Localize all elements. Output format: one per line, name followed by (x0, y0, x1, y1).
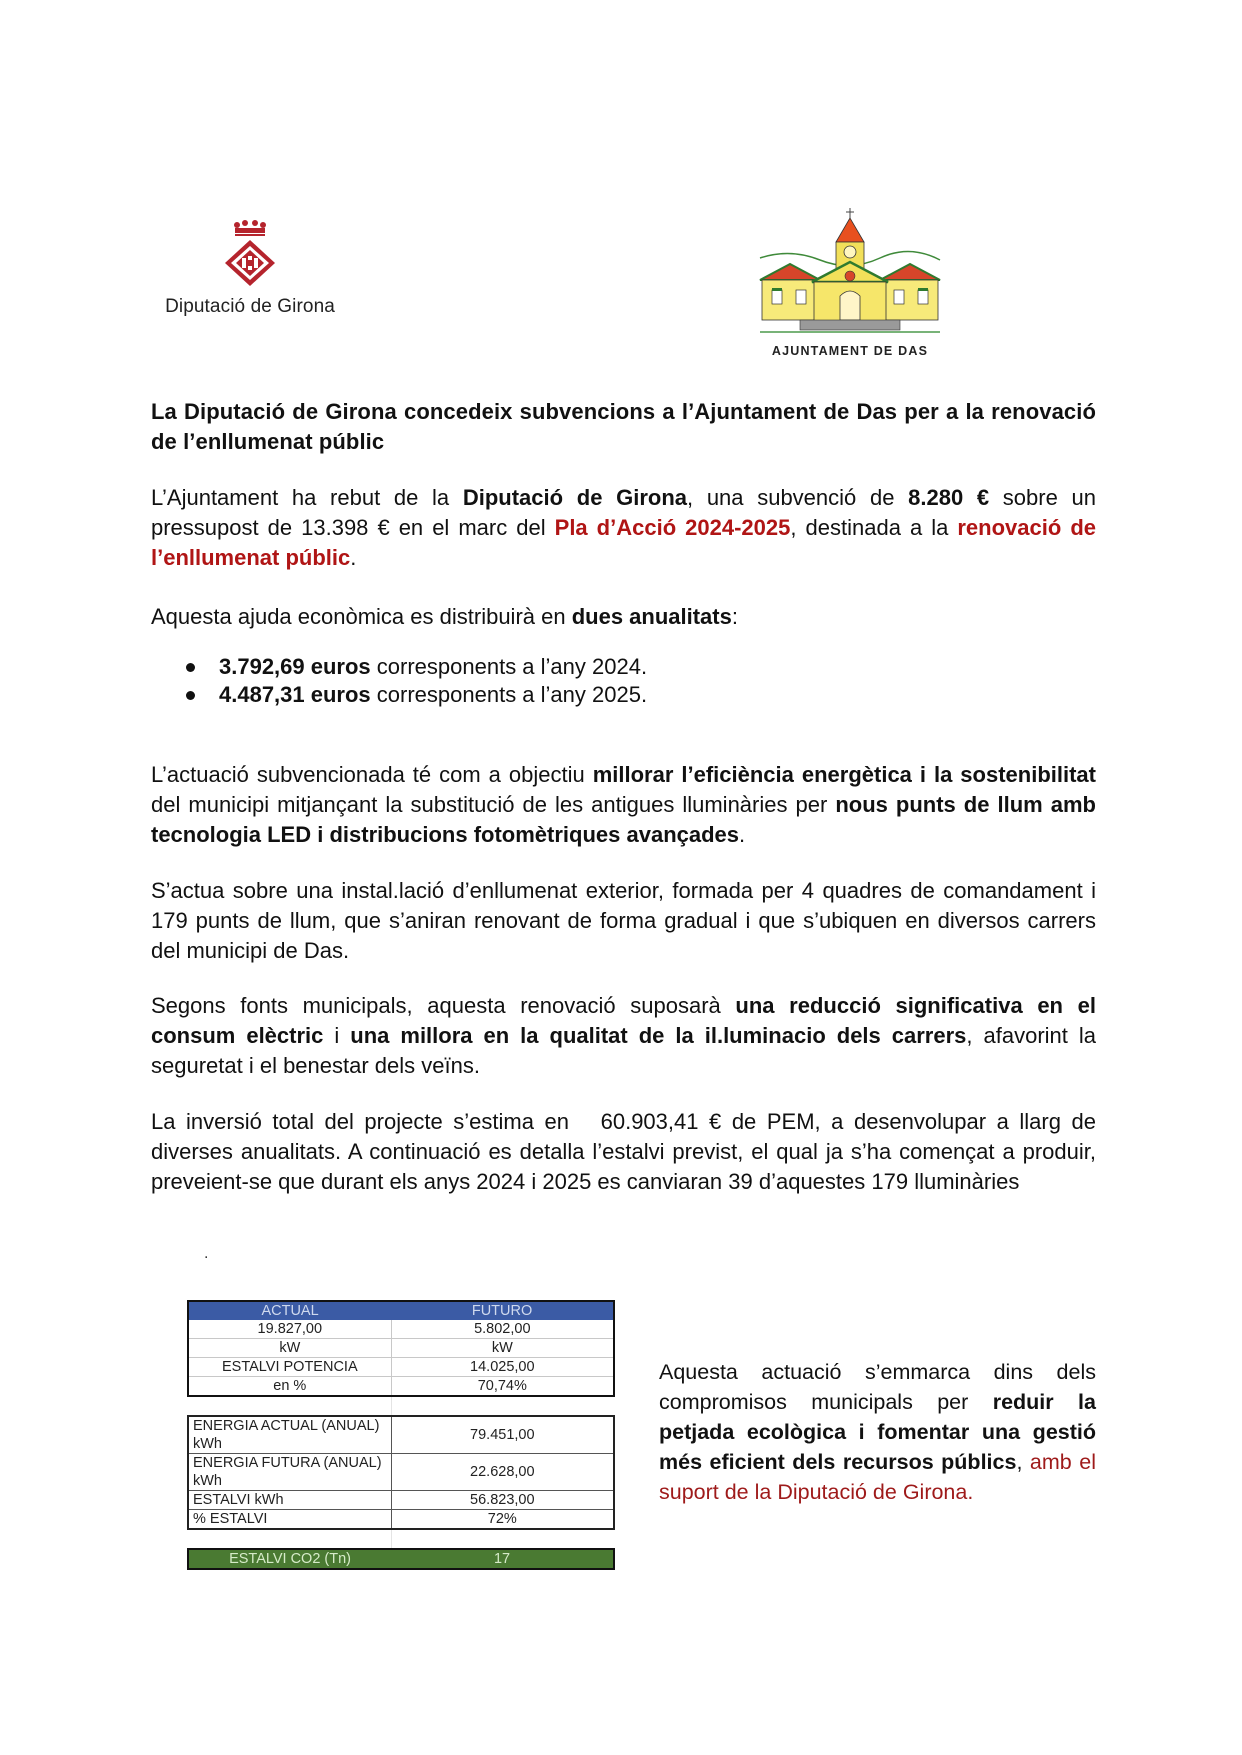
annuity-list (186, 653, 886, 709)
lighting-renewal-highlight: renovació de l’enllumenat públic (151, 515, 1097, 570)
diputacio-logo-label: Diputació de Girona (165, 296, 335, 317)
table-cell: ESTALVI POTENCIA (188, 1358, 391, 1377)
table-cell: ENERGIA ACTUAL (ANUAL) kWh (188, 1416, 391, 1454)
bold-text: millorar l’eficiència energètica i la sostenibilitat (592, 762, 1096, 787)
paragraph-investment (151, 1107, 1103, 1197)
energy-savings-table (187, 1300, 615, 1570)
subsidy-amount: 8.280 € (908, 485, 990, 510)
text: . (739, 822, 746, 847)
text: sobre un pressupost de 13.398 € en el marc del (151, 485, 1096, 540)
table-cell: kW (391, 1339, 614, 1358)
article-title-text: La Diputació de Girona concedeix subvencions a l’Ajuntament de Das per a la renovació de l’enllumenat públic (151, 399, 1096, 454)
diputacio-girona-logo (155, 218, 345, 330)
bold-text: Diputació de Girona (462, 485, 688, 510)
text: , una subvenció de (687, 485, 909, 510)
annuity-amount: 4.487,31 euros (219, 682, 371, 707)
table-cell: 17 (391, 1549, 614, 1569)
table-cell: 56.823,00 (391, 1491, 614, 1510)
action-plan-highlight: Pla d’Acció 2024-2025 (554, 515, 791, 540)
text: del municipi mitjançant la substitució de les antigues lluminàries per (151, 792, 836, 817)
text: : (731, 604, 738, 629)
bold-text: nous punts de llum amb tecnologia LED i distribucions fotomètriques avançades (151, 792, 1096, 847)
text: . (350, 545, 357, 570)
table-cell: ENERGIA FUTURA (ANUAL) kWh (188, 1454, 391, 1491)
table-cell: % ESTALVI (188, 1510, 391, 1530)
table-spacer-row (188, 1396, 614, 1416)
bold-text: reduir la petjada ecològica i fomentar una gestió més eficient dels recursos públics (659, 1390, 1096, 1474)
table-row (188, 1320, 614, 1339)
table-cell: 22.628,00 (391, 1454, 614, 1491)
installation-text: S’actua sobre una instal.lació d’enllumenat exterior, formada per 4 quadres de comandament i 179 punts de llum, que s’aniran renovant de forma gradual i que s’ubiquen en diversos carrers del municipi de Das. (151, 878, 1096, 963)
article-title (151, 397, 1096, 457)
ajuntament-logo-label: AJUNTAMENT DE DAS (771, 344, 929, 358)
investment-text: La inversió total del projecte s’estima en 60.903,41 € de PEM, a desenvolupar a llarg de diverses anualitats. A continuació es detalla l’estalvi previst, el qual ja s’ha començat a produir, preveient-se que durant els anys 2024 i 2025 es canviaran 39 d’aquestes 179 lluminàries (151, 1109, 1103, 1194)
bullet-icon (186, 691, 195, 700)
support-highlight: amb el suport de la Diputació de Girona. (659, 1450, 1096, 1504)
table-row (188, 1358, 614, 1377)
coat-of-arms-icon (215, 218, 285, 288)
table-cell: 5.802,00 (391, 1320, 614, 1339)
table-row (188, 1510, 614, 1530)
annuity-text: corresponents a l’any 2024. (370, 654, 648, 679)
table-header-row (188, 1301, 614, 1320)
table-row (188, 1339, 614, 1358)
bold-text: una reducció significativa en el consum elèctric (151, 993, 1096, 1048)
list-item (186, 681, 886, 709)
table-spacer-row (188, 1529, 614, 1549)
table-cell: 72% (391, 1510, 614, 1530)
text: , destinada a la (790, 515, 958, 540)
bold-text: una millora en la qualitat de la il.luminacio dels carrers (350, 1023, 967, 1048)
paragraph-objective (151, 760, 1096, 850)
text: , (1016, 1450, 1030, 1474)
bullet-icon (186, 663, 195, 672)
table-cell: ESTALVI kWh (188, 1491, 391, 1510)
table-cell: 14.025,00 (391, 1358, 614, 1377)
table-row (188, 1454, 614, 1491)
table-cell: 79.451,00 (391, 1416, 614, 1454)
text: Aquesta actuació s’emmarca dins dels compromisos municipals per (659, 1360, 1096, 1414)
text: Segons fonts municipals, aquesta renovació suposarà (151, 993, 736, 1018)
text: i (323, 1023, 351, 1048)
bold-text: dues anualitats (571, 604, 732, 629)
text: , afavorint la seguretat i el benestar dels veïns. (151, 1023, 1096, 1078)
table-row (188, 1416, 614, 1454)
town-hall-drawing-icon (750, 208, 950, 338)
stray-period: . (204, 1245, 209, 1262)
table-cell: en % (188, 1377, 391, 1397)
header-cell-futuro: FUTURO (391, 1301, 614, 1320)
paragraph-benefits (151, 991, 1096, 1081)
annuity-amount: 3.792,69 euros (219, 654, 371, 679)
list-item (186, 653, 886, 681)
header-cell-actual: ACTUAL (188, 1301, 391, 1320)
co2-savings-row (188, 1549, 614, 1569)
text: L’Ajuntament ha rebut de la (151, 485, 463, 510)
table-cell: 19.827,00 (188, 1320, 391, 1339)
table-cell: kW (188, 1339, 391, 1358)
text: Aquesta ajuda econòmica es distribuirà en (151, 604, 572, 629)
table-row (188, 1491, 614, 1510)
text: L’actuació subvencionada té com a objectiu (151, 762, 593, 787)
paragraph-commitment (659, 1357, 1096, 1507)
paragraph-subsidy (151, 483, 1096, 573)
table-cell: ESTALVI CO2 (Tn) (188, 1549, 391, 1569)
paragraph-installation (151, 876, 1096, 966)
annuity-text: corresponents a l’any 2025. (370, 682, 648, 707)
table-row (188, 1377, 614, 1397)
table-cell: 70,74% (391, 1377, 614, 1397)
ajuntament-das-logo (740, 208, 960, 368)
paragraph-distribution (151, 602, 1096, 632)
